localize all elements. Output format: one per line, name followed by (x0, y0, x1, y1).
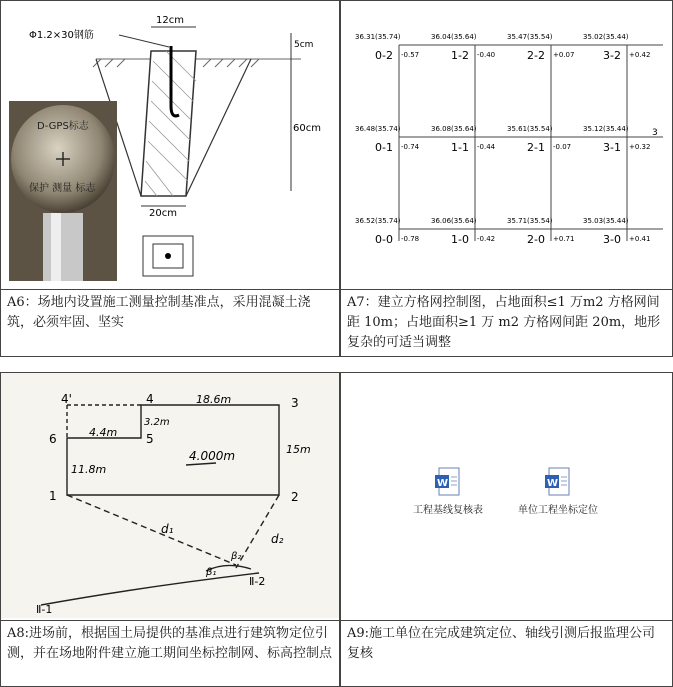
length-3-2: 3.2m (144, 417, 170, 428)
benchmark-diagram (1, 1, 340, 287)
length-15: 15m (286, 443, 311, 456)
word-document-icon (435, 467, 461, 497)
length-18-6: 18.6m (196, 393, 232, 406)
grid-cut-fill-value: -0.07 (553, 143, 572, 151)
dim-top-label: 12cm (156, 15, 184, 26)
grid-point-id: 0-0 (375, 233, 393, 246)
dim-bottom-label: 20cm (149, 208, 177, 219)
grid-point-id: 3-2 (603, 49, 621, 62)
point-5: 5 (146, 432, 154, 446)
grid-point-id: 1-0 (451, 233, 469, 246)
grid-cutoff-label: 3 (652, 128, 658, 138)
control-point-ii2: Ⅱ-2 (249, 575, 266, 588)
rebar-label: Φ1.2×30钢筋 (29, 30, 94, 41)
grid-elevation-label: 35.47(35.54) (507, 33, 553, 41)
file-coordinate-positioning[interactable] (503, 467, 613, 516)
grid-point-id: 1-1 (451, 141, 469, 154)
grid-cut-fill-value: -0.74 (401, 143, 420, 151)
angle-b1: β₁ (206, 567, 217, 578)
file-name: 单位工程坐标定位 (518, 505, 598, 516)
grid-cut-fill-value: -0.40 (477, 51, 496, 59)
grid-elevation-label: 35.03(35.44) (583, 217, 629, 225)
point-3: 3 (291, 396, 299, 410)
grid-elevation-label: 36.06(35.64) (431, 217, 477, 225)
site-positioning-sketch (1, 373, 340, 618)
grid-cut-fill-value: +0.71 (553, 235, 575, 243)
angle-b2: β₂ (231, 551, 242, 562)
grid-point-id: 2-1 (527, 141, 545, 154)
length-4-4: 4.4m (89, 426, 118, 439)
grid-elevation-label: 36.04(35.64) (431, 33, 477, 41)
grid-elevation-label: 35.61(35.54) (507, 125, 553, 133)
caption-a8: A8:进场前，根据国土局提供的基准点进行建筑物定位引测，并在场地附件建立施工期间坐标控制网、标高控制点 (1, 620, 339, 687)
elevation-label: 4.000m (189, 449, 236, 463)
grid-cut-fill-value: -0.44 (477, 143, 496, 151)
grid-elevation-label: 36.31(35.74) (355, 33, 401, 41)
grid-point-id: 0-2 (375, 49, 393, 62)
grid-cut-fill-value: +0.41 (629, 235, 651, 243)
distance-d1: d₁ (161, 522, 174, 536)
grid-elevation-label: 36.08(35.64) (431, 125, 477, 133)
grid-cut-fill-value: -0.42 (477, 235, 496, 243)
grid-elevation-label: 36.48(35.74) (355, 125, 401, 133)
dim-60cm-label: 60cm (293, 123, 321, 134)
point-4: 4 (146, 392, 154, 406)
grid-elevation-label: 35.71(35.54) (507, 217, 553, 225)
point-4prime: 4' (61, 392, 72, 406)
svg-text:W: W (437, 478, 449, 489)
caption-a7: A7：建立方格网控制图，占地面积≤1 万m2 方格网间距 10m；占地面积≥1 万 m2 方格网间距 20m，地形复杂的可适当调整 (341, 289, 672, 357)
grid-point-id: 1-2 (451, 49, 469, 62)
word-document-icon (545, 467, 571, 497)
grid-point-id: 2-0 (527, 233, 545, 246)
control-point-ii1: Ⅱ-1 (36, 603, 53, 616)
svg-text:W: W (547, 478, 559, 489)
marker-text-bottom: 保护 测量 标志 (29, 183, 96, 194)
grid-cut-fill-value: +0.07 (553, 51, 575, 59)
grid-point-id: 3-1 (603, 141, 621, 154)
panel-a7 (340, 0, 673, 357)
point-1: 1 (49, 489, 57, 503)
grid-cut-fill-value: -0.57 (401, 51, 420, 59)
square-grid-control-map (341, 1, 673, 287)
grid-cut-fill-value: +0.32 (629, 143, 651, 151)
grid-elevation-label: 36.52(35.74) (355, 217, 401, 225)
panel-a9 (340, 372, 673, 687)
file-baseline-check[interactable] (393, 467, 503, 516)
caption-a9: A9:施工单位在完成建筑定位、轴线引测后报监理公司复核 (341, 620, 672, 687)
grid-cut-fill-value: +0.42 (629, 51, 651, 59)
grid-point-id: 0-1 (375, 141, 393, 154)
length-11-8: 11.8m (71, 463, 107, 476)
grid-point-id: 2-2 (527, 49, 545, 62)
point-2: 2 (291, 490, 299, 504)
grid-point-id: 3-0 (603, 233, 621, 246)
file-name: 工程基线复核表 (413, 505, 483, 516)
grid-elevation-label: 35.12(35.44) (583, 125, 629, 133)
grid-cut-fill-value: -0.78 (401, 235, 420, 243)
caption-a6: A6：场地内设置施工测量控制基准点，采用混凝土浇筑，必须牢固、坚实 (1, 289, 339, 357)
panel-a6 (0, 0, 340, 357)
dim-5cm-label: 5cm (294, 40, 314, 50)
grid-elevation-label: 35.02(35.44) (583, 33, 629, 41)
distance-d2: d₂ (271, 532, 284, 546)
marker-text-top: D-GPS标志 (37, 121, 89, 132)
point-6: 6 (49, 432, 57, 446)
panel-a8 (0, 372, 340, 687)
